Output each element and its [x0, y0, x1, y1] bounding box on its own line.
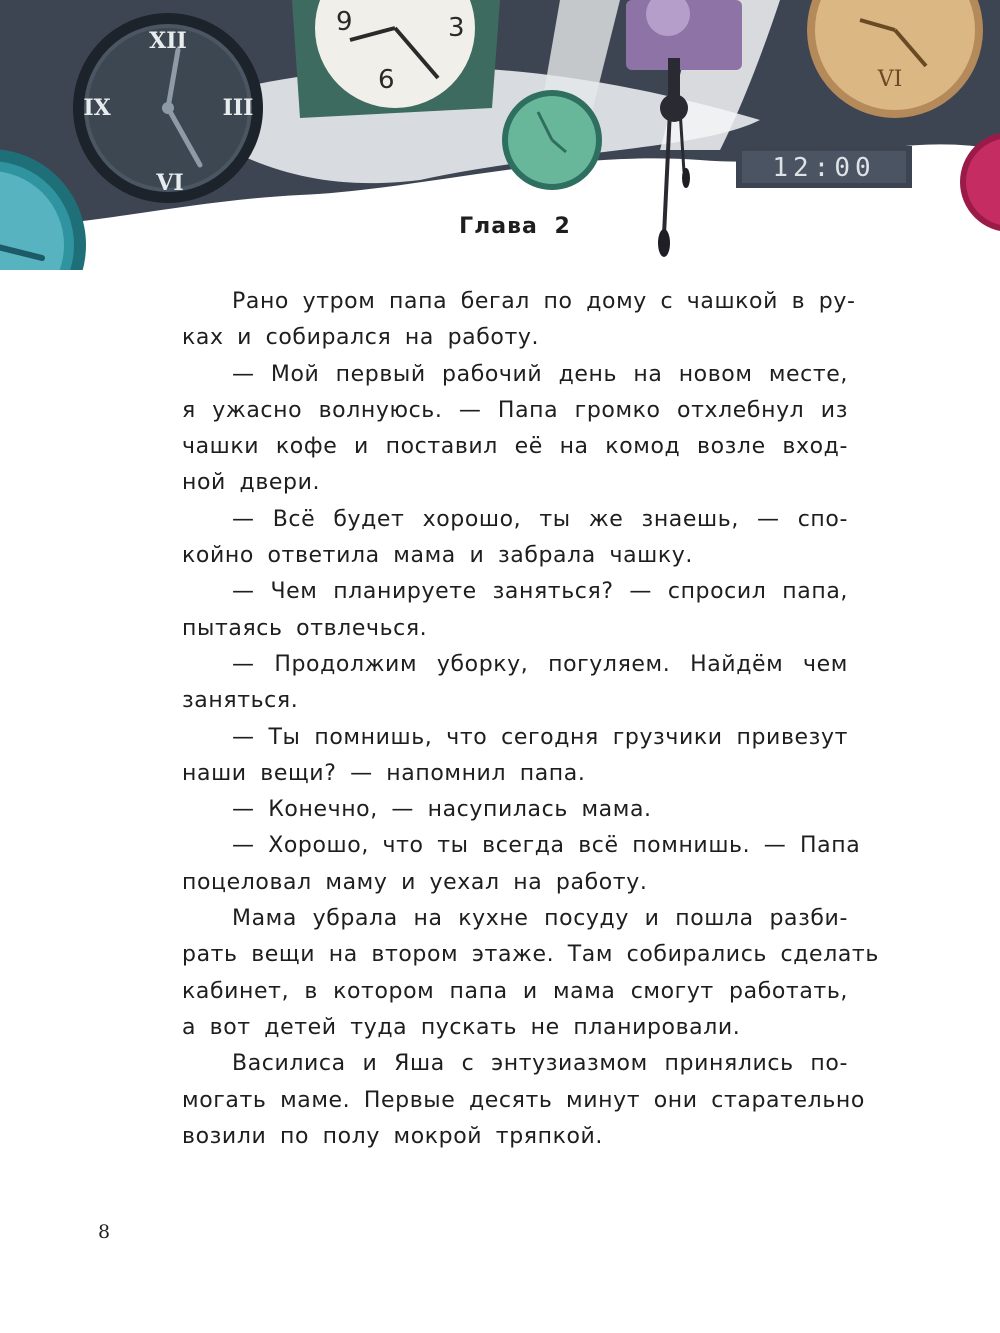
- text-line: — Продолжим уборку, погуляем. Найдём чем: [232, 651, 848, 677]
- numeral-xii: XII: [149, 28, 187, 54]
- text-line: — Конечно, — насупилась мама.: [232, 797, 652, 823]
- text-line: ках и собирался на работу.: [182, 325, 540, 351]
- text-line: ной двери.: [182, 470, 321, 496]
- chapter-body: [182, 284, 879, 1155]
- page-number: 8: [98, 1221, 111, 1243]
- text-line: — Чем планируете заняться? — спросил папа,: [232, 579, 848, 605]
- numeral-6: 6: [378, 65, 395, 95]
- numeral-vi: VI: [877, 67, 903, 92]
- text-line: я ужасно волнуюсь. — Папа громко отхлебнул из: [182, 397, 848, 423]
- text-line: Рано утром папа бегал по дому с чашкой в ру-: [232, 289, 856, 314]
- text-line: рать вещи на втором этаже. Там собирались сделать: [182, 942, 879, 968]
- numeral-3: 3: [448, 13, 465, 43]
- chapter-title: Глава 2: [459, 214, 571, 239]
- text-line: возили по полу мокрой тряпкой.: [182, 1123, 604, 1149]
- text-line: поцеловал маму и уехал на работу.: [182, 869, 648, 895]
- digital-clock-icon: [736, 146, 912, 188]
- text-line: а вот детей туда пускать не планировали.: [182, 1014, 741, 1040]
- text-line: койно ответила мама и забрала чашку.: [182, 543, 693, 569]
- text-line: могать маме. Первые десять минут они старательно: [182, 1087, 865, 1113]
- dark-wall-clock-icon: [73, 13, 263, 203]
- text-line: — Ты помнишь, что сегодня грузчики привезут: [232, 724, 848, 750]
- digital-clock-time: 12:00: [772, 153, 876, 183]
- text-line: кабинет, в котором папа и мама смогут работать,: [182, 978, 848, 1004]
- text-line: Василиса и Яша с энтузиазмом принялись по-: [232, 1051, 848, 1077]
- text-line: пытаясь отвлечься.: [182, 615, 428, 641]
- text-line: наши вещи? — напомнил папа.: [182, 760, 586, 786]
- numeral-9: 9: [336, 7, 353, 37]
- text-line: Мама убрала на кухне посуду и пошла разби-: [232, 906, 848, 932]
- text-line: — Мой первый рабочий день на новом месте,: [232, 361, 848, 387]
- text-line: — Всё будет хорошо, ты же знаешь, — спо-: [232, 506, 848, 532]
- green-clock-icon: [502, 90, 602, 190]
- numeral-iii: III: [222, 95, 254, 121]
- numeral-vi: VI: [156, 170, 184, 196]
- white-wall-clock-icon: [292, 0, 500, 118]
- numeral-ix: IX: [83, 95, 111, 121]
- text-line: заняться.: [182, 688, 299, 714]
- text-line: чашки кофе и поставил её на комод возле вход-: [182, 434, 848, 460]
- text-line: — Хорошо, что ты всегда всё помнишь. — Папа: [232, 833, 861, 859]
